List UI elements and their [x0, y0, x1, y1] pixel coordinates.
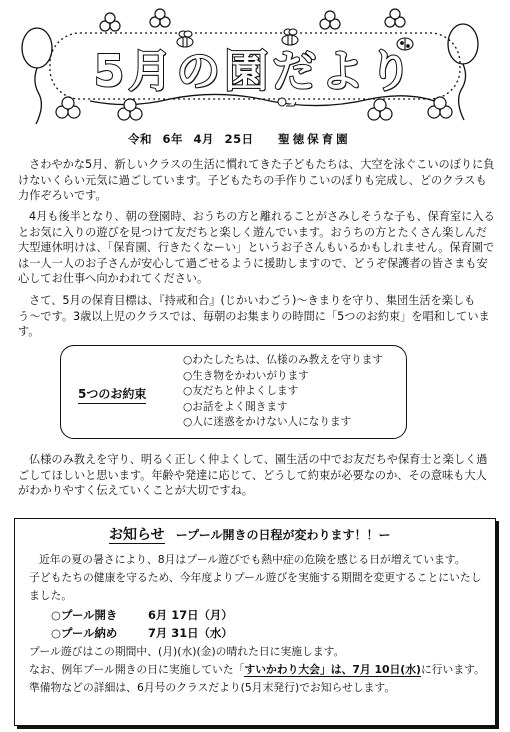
- line5-prefix: なお、例年プール開きの日に実施していた「: [29, 663, 245, 676]
- year-label: 6年: [162, 132, 184, 146]
- pool-open-label: ○プール開き: [51, 608, 118, 622]
- intro-paragraph-1: さわやかな5月、新しいクラスの生活に慣れてきた子どもたちは、大空を泳ぐこいのぼりに負けないくらい元気に過ごしています。子どもたちの手作りこいのぼりも完成し、どのクラスも力作ぞろいです。: [18, 158, 495, 203]
- promise-item: ○人に迷惑をかけない人になります: [183, 416, 352, 429]
- notice-line-5: [29, 662, 485, 677]
- notice-line-3: ました。: [29, 589, 73, 602]
- promise-box: [60, 345, 407, 439]
- intro-paragraph-2: 4月も後半となり、朝の登園時、おうちの方と離れることがさみしそうな子も、保育室に入るとお気に入りの遊びを見つけて友だちと楽しく遊んでいます。おうちの方とたくさん楽しんだ大型連休明けは、「保育園、行きたくなーい」というお子さんもいるかもしれません。保育園では一人一人のお子さんが安心して過ごせるように援助しますので、どうぞ保護者の皆さまも安心してお仕事へ向かわれてください。: [18, 210, 495, 286]
- month-label: 4月: [193, 132, 215, 146]
- notice-line-1: 近年の夏の暑さにより、8月はプール遊びでも熱中症の危険を感じる日が増えています。: [39, 553, 466, 566]
- title-text: 5月の園だより: [93, 46, 417, 97]
- newsletter-title: [52, 36, 458, 98]
- promise-item: ○お話をよく聞きます: [183, 400, 288, 413]
- notice-header: [109, 524, 391, 544]
- promise-list: [183, 353, 383, 431]
- notice-title: お知らせ: [109, 527, 165, 543]
- pool-close-label: ○プール納め: [51, 626, 118, 640]
- intro-paragraph-3: さて、5月の保育目標は、『持戒和合』(じかいわごう)〜きまりを守り、集団生活を楽しもう〜です。3歳以上児のクラスでは、毎朝のお集まりの時間に「5つのお約束」を唱和しています。: [18, 294, 490, 339]
- header-banner: [0, 0, 510, 130]
- promise-title: 5つのお約束: [78, 385, 146, 404]
- pool-close-date: 7月 31日（水）: [148, 626, 233, 640]
- notice-line-4: プール遊びはこの期間中、(月)(水)(金)の晴れた日に実施します。: [29, 645, 345, 658]
- notice-subtitle: ープール開きの日程が変わります！！ー: [175, 528, 391, 542]
- publisher-name: 聖徳保育園: [278, 132, 351, 146]
- pool-open-date: 6月 17日（月）: [148, 608, 233, 622]
- notice-box: [14, 518, 496, 726]
- era-label: 令和: [128, 132, 152, 146]
- line5-suffix: に行います。: [420, 663, 485, 676]
- promise-item: ○わたしたちは、仏様のみ教えを守ります: [183, 354, 383, 366]
- date-line: [128, 131, 357, 147]
- promise-item: ○生き物をかわいがります: [183, 369, 309, 382]
- suikawari-event: すいかわり大会」は、7月 10日(水): [244, 663, 421, 676]
- promise-item: ○友だちと仲よくします: [183, 385, 299, 398]
- closing-paragraph: 仏様のみ教えを守り、明るく正しく仲よくして、園生活の中でお友だちや保育士と楽しく過ごしてほしいと思います。年齢や発達に応じて、どうして約束が必要なのか、その意味も大人がわかりやすく伝えていくことが大切ですね。: [18, 453, 488, 498]
- balloon-left-icon: [22, 28, 52, 68]
- notice-line-2: 子どもたちの健康を守るため、今年度よりプール遊びを実施する期間を変更することにいたし: [29, 571, 482, 584]
- notice-line-6: 準備物などの詳細は、6月号のクラスだより(5月末発行)でお知らせします。: [29, 681, 396, 694]
- day-label: 25日: [224, 132, 254, 146]
